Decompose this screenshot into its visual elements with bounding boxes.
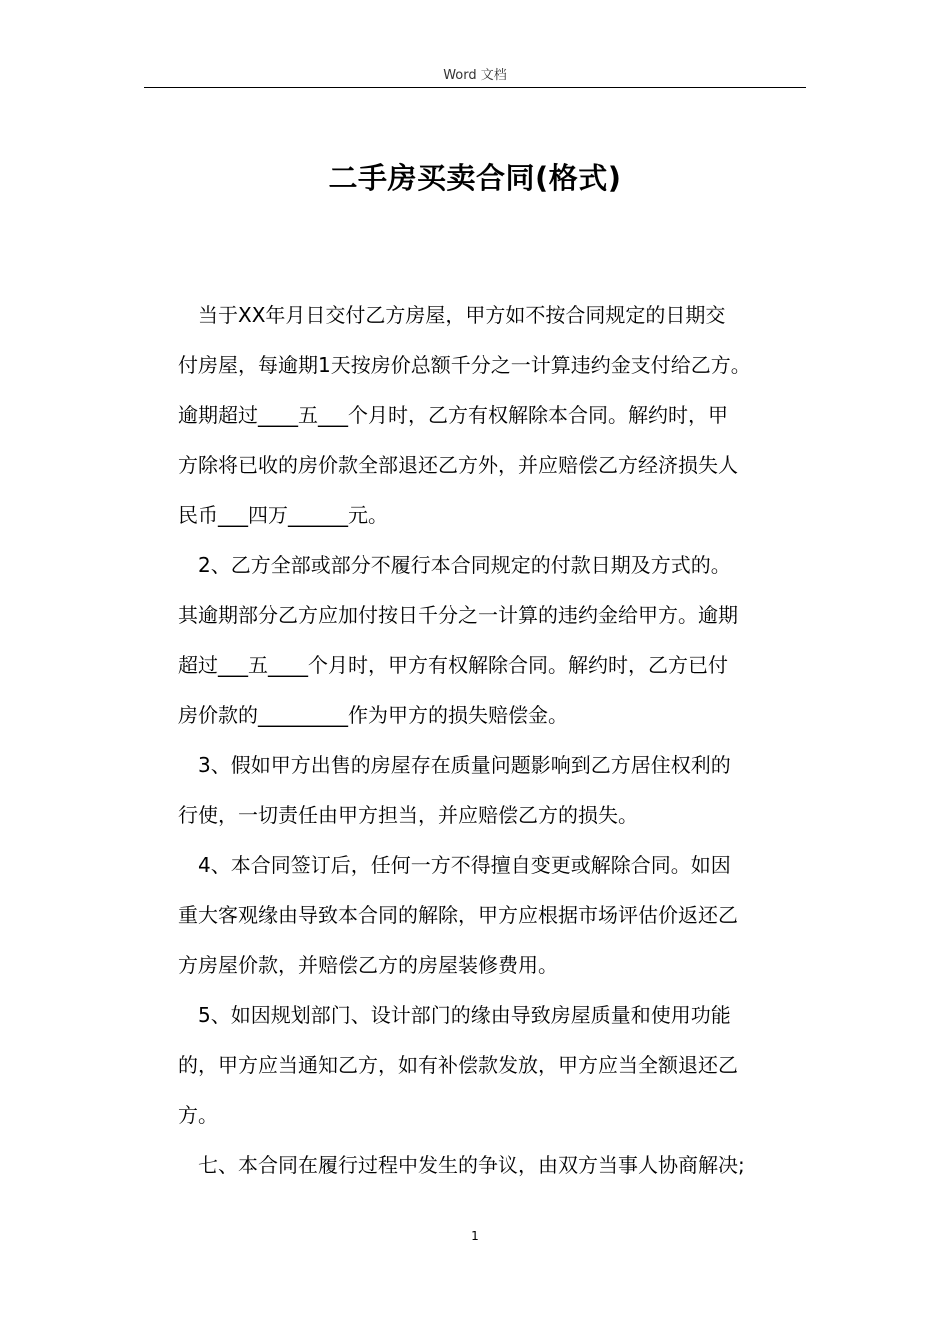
body-line: 民币___四万______元。	[178, 503, 388, 527]
body-line: 当于XX年月日交付乙方房屋，甲方如不按合同规定的日期交	[198, 303, 726, 327]
body-line: 房价款的_________作为甲方的损失赔偿金。	[178, 703, 568, 727]
document-header-label: Word 文档	[443, 68, 507, 83]
body-line: 的，甲方应当通知乙方，如有补偿款发放，甲方应当全额退还乙	[178, 1053, 738, 1077]
body-line: 超过___五____个月时，甲方有权解除合同。解约时，乙方已付	[178, 653, 728, 677]
document-title: 二手房买卖合同(格式)	[328, 161, 622, 195]
body-line: 付房屋，每逾期1天按房价总额千分之一计算违约金支付给乙方。	[178, 353, 751, 377]
body-line: 方除将已收的房价款全部退还乙方外，并应赔偿乙方经济损失人	[178, 453, 738, 477]
body-line: 七、本合同在履行过程中发生的争议，由双方当事人协商解决;	[198, 1153, 745, 1177]
header-divider	[144, 87, 806, 88]
body-line: 5、如因规划部门、设计部门的缘由导致房屋质量和使用功能	[198, 1003, 731, 1027]
body-line: 2、乙方全部或部分不履行本合同规定的付款日期及方式的。	[198, 553, 731, 577]
body-line: 3、假如甲方出售的房屋存在质量问题影响到乙方居住权利的	[198, 753, 731, 777]
body-line: 重大客观缘由导致本合同的解除，甲方应根据市场评估价返还乙	[178, 903, 738, 927]
body-line: 方。	[178, 1103, 218, 1127]
body-line: 4、本合同签订后，任何一方不得擅自变更或解除合同。如因	[198, 853, 731, 877]
body-line: 方房屋价款，并赔偿乙方的房屋装修费用。	[178, 953, 558, 977]
body-line: 行使，一切责任由甲方担当，并应赔偿乙方的损失。	[178, 803, 638, 827]
page-number: 1	[471, 1229, 479, 1243]
document-body	[178, 290, 818, 1190]
body-line: 其逾期部分乙方应加付按日千分之一计算的违约金给甲方。逾期	[178, 603, 738, 627]
body-line: 逾期超过____五___个月时，乙方有权解除本合同。解约时，甲	[178, 403, 728, 427]
